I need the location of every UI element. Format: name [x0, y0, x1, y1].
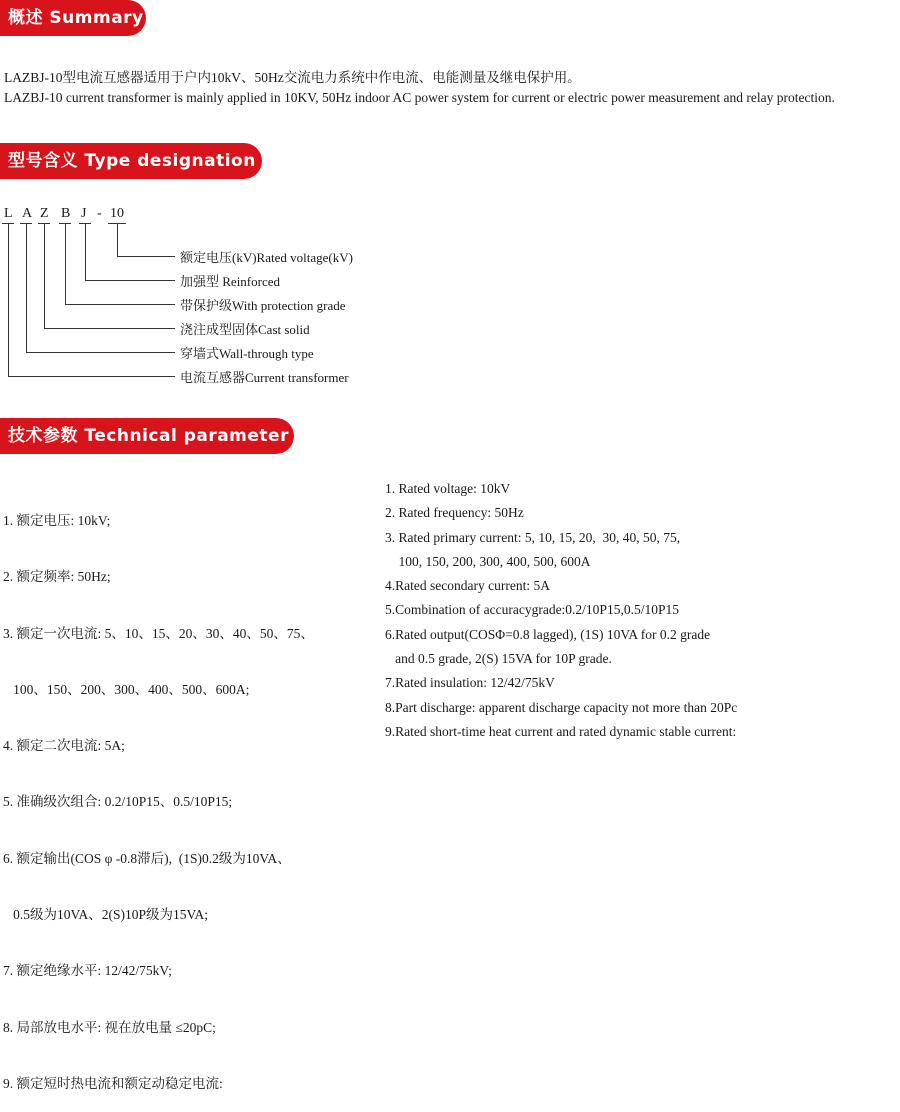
param-list-en [385, 477, 737, 744]
param-cn-item: 9. 额定短时热电流和额定动稳定电流: [3, 1075, 223, 1091]
connector-j-h [85, 280, 175, 281]
connector-l-h [8, 376, 175, 377]
param-cn-item: 100、150、200、300、400、500、600A; [3, 681, 250, 697]
legend-current-transformer: 电流互感器Current transformer [180, 370, 349, 385]
param-en-item: 7.Rated insulation: 12/42/75kV [385, 675, 555, 691]
code-letter-z: Z [40, 206, 49, 221]
legend-wall-through: 穿墙式Wall-through type [180, 346, 314, 361]
summary-line-en: LAZBJ-10 current transformer is mainly applied in 10KV, 50Hz indoor AC power system for current or electric power measurement and relay protection. [4, 90, 835, 105]
param-cn-item: 2. 额定频率: 50Hz; [3, 569, 111, 585]
param-cn-item: 1. 额定电压: 10kV; [3, 513, 111, 528]
code-dash: - [97, 206, 102, 221]
code-letter-l: L [4, 206, 13, 221]
param-en-item: 3. Rated primary current: 5, 10, 15, 20, 30, 40, 50, 75, [385, 529, 681, 545]
connector-b-v [65, 223, 66, 304]
param-en-item: 8.Part discharge: apparent discharge capacity not more than 20Pc [385, 699, 738, 715]
param-en-item: 4.Rated secondary current: 5A [385, 578, 550, 594]
code-voltage: 10 [110, 206, 124, 221]
param-cn-item: 6. 额定输出(COS φ -0.8滞后), (1S)0.2级为10VA、 [3, 850, 291, 866]
param-en-item: 9.Rated short-time heat current and rated dynamic stable current: [385, 723, 737, 739]
param-cn-item: 0.5级为10VA、2(S)10P级为15VA; [3, 907, 209, 923]
connector-z-h [44, 328, 175, 329]
connector-a-h [26, 352, 175, 353]
code-letter-a: A [22, 206, 33, 221]
param-cn-item: 4. 额定二次电流: 5A; [3, 738, 125, 754]
param-en-item: and 0.5 grade, 2(S) 15VA for 10P grade. [385, 651, 612, 667]
param-en-item: 1. Rated voltage: 10kV [385, 481, 511, 496]
connector-z-v [44, 223, 45, 328]
param-en-item: 100, 150, 200, 300, 400, 500, 600A [385, 553, 591, 569]
legend-cast-solid: 浇注成型固体Cast solid [180, 322, 310, 337]
param-cn-item: 7. 额定绝缘水平: 12/42/75kV; [3, 963, 172, 979]
legend-protection-grade: 带保护级With protection grade [180, 298, 346, 313]
param-cn-item: 3. 额定一次电流: 5、10、15、20、30、40、50、75、 [3, 625, 314, 641]
connector-10-v [117, 223, 118, 256]
param-cn-item: 5. 准确级次组合: 0.2/10P15、0.5/10P15; [3, 794, 233, 810]
technical-header: 技术参数 Technical parameter [0, 418, 294, 454]
legend-rated-voltage: 额定电压(kV)Rated voltage(kV) [180, 250, 353, 265]
code-letter-j: J [81, 206, 87, 221]
connector-j-v [85, 223, 86, 280]
connector-a-v [26, 223, 27, 352]
connector-b-h [65, 304, 175, 305]
param-en-item: 6.Rated output(COSΦ=0.8 lagged), (1S) 10VA for 0.2 grade [385, 626, 711, 642]
code-letter-b: B [61, 206, 71, 221]
param-list-cn [3, 477, 314, 1112]
legend-reinforced: 加强型 Reinforced [180, 274, 281, 289]
type-designation-header: 型号含义 Type designation [0, 143, 262, 179]
param-en-item: 2. Rated frequency: 50Hz [385, 505, 524, 521]
summary-header: 概述 Summary [0, 0, 146, 36]
param-en-item: 5.Combination of accuracygrade:0.2/10P15,0.5/10P15 [385, 602, 679, 618]
summary-line-cn: LAZBJ-10型电流互感器适用于户内10kV、50Hz交流电力系统中作电流、电能测量及继电保护用。 [4, 70, 581, 85]
connector-l-v [8, 223, 9, 376]
param-cn-item: 8. 局部放电水平: 视在放电量 ≤20pC; [3, 1019, 216, 1035]
connector-10-h [117, 256, 175, 257]
